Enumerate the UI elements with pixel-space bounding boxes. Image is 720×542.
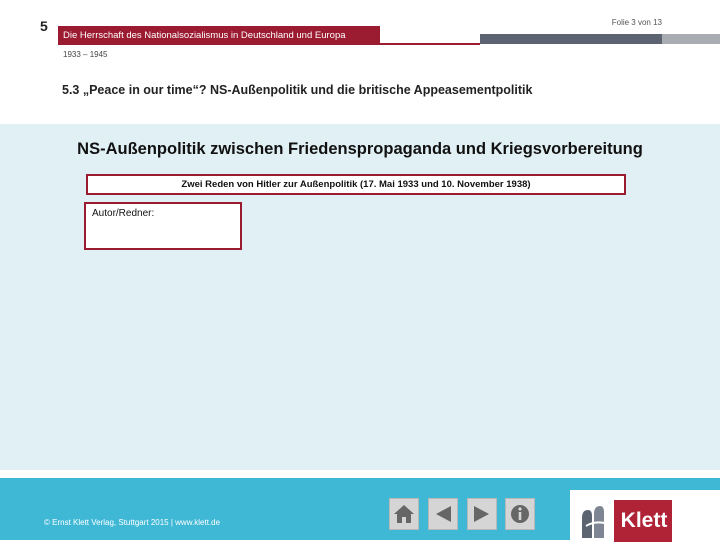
info-button[interactable] <box>505 498 535 530</box>
back-button[interactable] <box>428 498 458 530</box>
section-heading: 5.3 „Peace in our time“? NS-Außenpolitik und die britische Appeasementpolitik <box>62 83 533 97</box>
period-label: 1933 – 1945 <box>63 50 108 59</box>
copyright: © Ernst Klett Verlag, Stuttgart 2015 | www.klett.de <box>44 518 221 527</box>
back-icon <box>432 503 454 525</box>
home-icon <box>392 503 416 525</box>
home-button[interactable] <box>389 498 419 530</box>
forward-button[interactable] <box>467 498 497 530</box>
author-label: Autor/Redner: <box>92 208 155 219</box>
forward-icon <box>471 503 493 525</box>
author-box[interactable] <box>84 202 242 250</box>
logo-area <box>570 490 720 540</box>
slide-counter: Folie 3 von 13 <box>611 18 662 27</box>
klett-logo: Klett <box>614 500 672 542</box>
speech-title-box: Zwei Reden von Hitler zur Außenpolitik (17. Mai 1933 und 10. November 1938) <box>86 174 626 195</box>
title-underline <box>58 43 480 45</box>
chapter-title: Die Herrschaft des Nationalsozialismus in Deutschland und Europa <box>58 26 380 44</box>
info-icon <box>509 503 531 525</box>
header-rule-dark <box>480 34 662 44</box>
header-rule-light <box>662 34 720 44</box>
klett-emblem-icon <box>578 504 612 540</box>
main-heading: NS-Außenpolitik zwischen Friedenspropaganda und Kriegsvorbereitung <box>77 140 643 158</box>
chapter-number: 5 <box>40 18 48 34</box>
